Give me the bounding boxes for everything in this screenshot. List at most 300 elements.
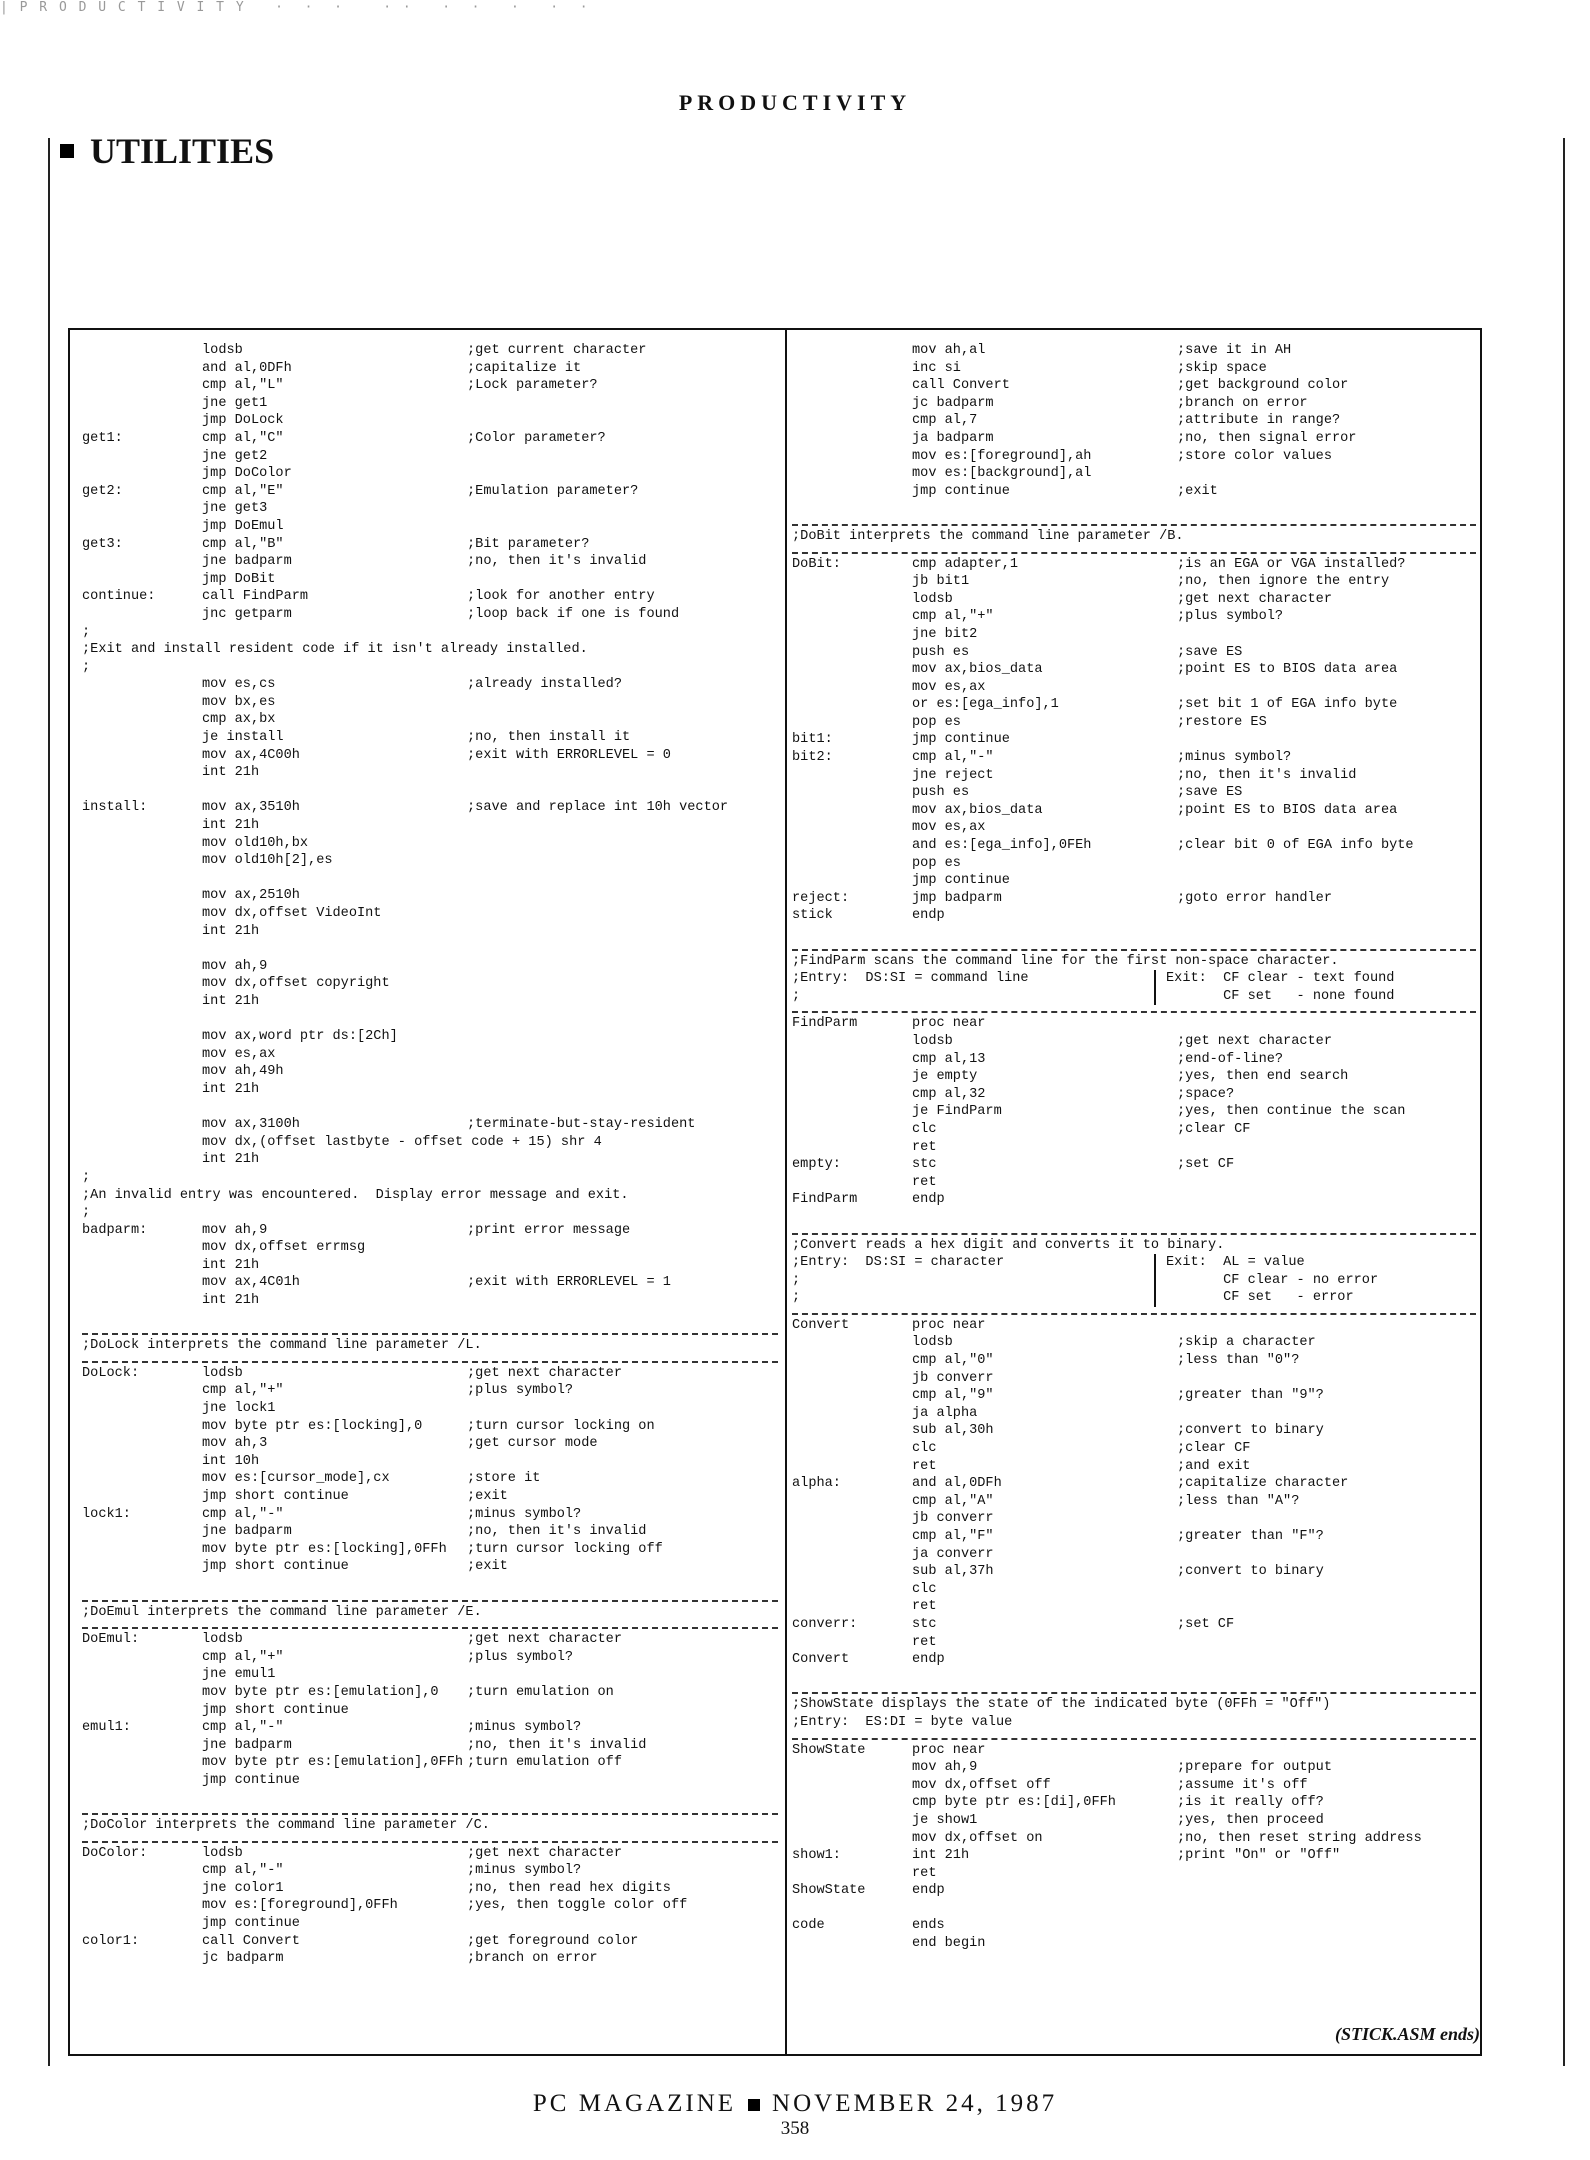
code-instruction: mov ax,bios_data	[912, 802, 1043, 818]
code-line	[82, 1116, 778, 1134]
code-comment: ;exit with ERRORLEVEL = 0	[467, 747, 671, 763]
code-line	[82, 1666, 778, 1684]
code-comment: ;minus symbol?	[1177, 750, 1292, 766]
code-comment: ;store color values	[1177, 448, 1332, 464]
code-line	[82, 1470, 778, 1488]
code-instruction: sub al,37h	[912, 1564, 994, 1580]
code-comment: ;greater than "9"?	[1177, 1388, 1324, 1404]
code-line	[792, 890, 1476, 908]
code-line	[792, 1812, 1476, 1830]
code-line	[792, 1510, 1476, 1528]
code-label: DoBit:	[792, 556, 841, 572]
code-comment: ;less than "0"?	[1177, 1353, 1300, 1369]
code-instruction: cmp al,"-"	[912, 750, 994, 766]
code-line	[792, 1086, 1476, 1104]
code-line	[82, 835, 778, 853]
code-comment: ;plus symbol?	[467, 1383, 574, 1399]
code-instruction: int 21h	[202, 993, 260, 1009]
code-instruction: jmp continue	[202, 1772, 300, 1788]
code-label: empty:	[792, 1157, 841, 1173]
code-comment: ;point ES to BIOS data area	[1177, 662, 1398, 678]
code-line	[82, 887, 778, 905]
code-instruction: proc near	[912, 1016, 986, 1032]
code-label: bit2:	[792, 750, 833, 766]
code-instruction: cmp al,"E"	[202, 483, 284, 499]
code-comment: ;	[82, 624, 91, 640]
code-instruction: int 21h	[202, 818, 260, 834]
code-instruction: call Convert	[202, 1933, 300, 1949]
code-comment: ;and exit	[1177, 1458, 1251, 1474]
code-comment: ;DoEmul interprets the command line parameter /E.	[82, 1604, 482, 1620]
comment-rule	[82, 1600, 778, 1602]
code-line	[792, 608, 1476, 626]
code-line	[792, 465, 1476, 483]
code-comment: ;	[792, 1290, 801, 1306]
code-instruction: sub al,30h	[912, 1423, 994, 1439]
code-instruction: int 21h	[202, 1081, 260, 1097]
code-comment: ;convert to binary	[1177, 1564, 1324, 1580]
code-comment: ;set CF	[1177, 1616, 1235, 1632]
code-instruction: cmp al,"-"	[202, 1720, 284, 1736]
code-instruction: cmp al,7	[912, 413, 978, 429]
code-instruction: int 10h	[202, 1453, 260, 1469]
code-instruction: jne emul1	[202, 1667, 276, 1683]
code-line	[82, 958, 778, 976]
code-comment: ;assume it's off	[1177, 1777, 1308, 1793]
code-line	[792, 1121, 1476, 1139]
code-line	[82, 1365, 778, 1383]
code-comment: ;turn emulation on	[467, 1684, 614, 1700]
code-instruction: int 21h	[912, 1848, 970, 1864]
code-line	[82, 1187, 778, 1205]
code-label: DoColor:	[82, 1845, 148, 1861]
code-comment: ;DoColor interprets the command line parameter /C.	[82, 1818, 490, 1834]
code-instruction: cmp byte ptr es:[di],0FFh	[912, 1795, 1116, 1811]
code-line	[82, 1631, 778, 1649]
code-instruction: inc si	[912, 360, 961, 376]
code-instruction: endp	[912, 1883, 945, 1899]
code-line	[82, 641, 778, 659]
code-comment: ;yes, then continue the scan	[1177, 1104, 1406, 1120]
code-instruction: mov old10h,bx	[202, 835, 309, 851]
code-instruction: je show1	[912, 1812, 978, 1828]
code-line	[792, 1103, 1476, 1121]
footer-bullet-icon	[748, 2099, 760, 2111]
code-line	[82, 1151, 778, 1169]
comment-rule	[792, 1738, 1476, 1740]
comment-rule	[82, 1627, 778, 1629]
code-line	[792, 988, 1476, 1006]
code-comment: ;no, then install it	[467, 730, 631, 746]
code-instruction: jne color1	[202, 1880, 284, 1896]
code-line	[82, 1134, 778, 1152]
code-instruction: jb bit1	[912, 574, 970, 590]
code-instruction: jmp DoEmul	[202, 518, 284, 534]
code-instruction: ends	[912, 1918, 945, 1934]
code-instruction: jne badparm	[202, 1524, 292, 1540]
code-label: FindParm	[792, 1192, 858, 1208]
code-line	[82, 1488, 778, 1506]
comment-box-bar	[1154, 988, 1156, 1006]
code-line	[82, 729, 778, 747]
code-line	[82, 395, 778, 413]
code-instruction: clc	[912, 1581, 937, 1597]
code-instruction: cmp al,"-"	[202, 1863, 284, 1879]
code-comment: ;no, then it's invalid	[467, 1524, 647, 1540]
code-line	[792, 1015, 1476, 1033]
code-line	[792, 661, 1476, 679]
code-instruction: jb converr	[912, 1370, 994, 1386]
comment-rule	[792, 1233, 1476, 1235]
page-footer	[0, 2090, 1590, 2118]
page-number: 358	[780, 2118, 810, 2139]
code-label: DoEmul:	[82, 1632, 140, 1648]
code-line	[82, 799, 778, 817]
comment-rule	[792, 1692, 1476, 1694]
code-comment: ;no, then it's invalid	[1177, 767, 1357, 783]
code-line	[82, 1239, 778, 1257]
code-comment: ;space?	[1177, 1086, 1235, 1102]
code-line	[82, 852, 778, 870]
code-instruction: jmp continue	[202, 1916, 300, 1932]
code-instruction: je empty	[912, 1069, 978, 1085]
code-line	[82, 1337, 778, 1355]
code-line	[792, 1174, 1476, 1192]
code-line	[82, 1099, 778, 1117]
code-comment: ;save and replace int 10h vector	[467, 800, 729, 816]
code-line	[792, 802, 1476, 820]
code-comment: ;Entry: DS:SI = character	[792, 1255, 1005, 1271]
code-comment: ;DoLock interprets the command line parameter /L.	[82, 1338, 482, 1354]
code-instruction: jc badparm	[202, 1951, 284, 1967]
code-instruction: proc near	[912, 1742, 986, 1758]
code-label: Convert	[792, 1652, 850, 1668]
code-line	[792, 837, 1476, 855]
code-label: reject:	[792, 890, 850, 906]
code-comment: ;save ES	[1177, 785, 1243, 801]
code-line	[792, 377, 1476, 395]
code-instruction: mov byte ptr es:[emulation],0FFh	[202, 1755, 464, 1771]
code-line	[792, 1528, 1476, 1546]
code-line	[792, 1546, 1476, 1564]
code-instruction: endp	[912, 908, 945, 924]
code-instruction: mov ah,9	[202, 958, 268, 974]
code-line	[82, 571, 778, 589]
code-instruction: proc near	[912, 1317, 986, 1333]
code-comment: ;Color parameter?	[467, 430, 606, 446]
comment-rule	[792, 1011, 1476, 1013]
code-line	[792, 1759, 1476, 1777]
code-instruction: mov es:[foreground],0FFh	[202, 1898, 398, 1914]
code-instruction: jne badparm	[202, 554, 292, 570]
code-line	[792, 1405, 1476, 1423]
code-instruction: cmp al,"A"	[912, 1493, 994, 1509]
column-divider	[785, 330, 787, 2054]
code-comment: ;capitalize it	[467, 360, 582, 376]
code-instruction: int 21h	[202, 1293, 260, 1309]
comment-rule	[82, 1813, 778, 1815]
code-line	[792, 731, 1476, 749]
code-instruction: je install	[202, 730, 284, 746]
code-line	[82, 1046, 778, 1064]
code-label: lock1:	[82, 1506, 131, 1522]
code-line	[792, 342, 1476, 360]
code-label: ShowState	[792, 1742, 866, 1758]
code-line	[82, 1274, 778, 1292]
code-label: badparm:	[82, 1222, 148, 1238]
code-comment: CF clear - no error	[1166, 1272, 1379, 1288]
code-comment: ;no, then read hex digits	[467, 1880, 671, 1896]
code-line	[82, 975, 778, 993]
code-line	[82, 1382, 778, 1400]
code-comment: ;exit	[1177, 483, 1218, 499]
code-line	[82, 905, 778, 923]
code-instruction: ja converr	[912, 1546, 994, 1562]
code-comment: ;Lock parameter?	[467, 378, 598, 394]
code-line	[82, 624, 778, 642]
footer-date: NOVEMBER 24, 1987	[772, 2090, 1058, 2117]
code-instruction: clc	[912, 1441, 937, 1457]
code-line	[82, 588, 778, 606]
code-line	[82, 606, 778, 624]
code-instruction: jne get3	[202, 501, 268, 517]
code-instruction: jmp badparm	[912, 890, 1002, 906]
code-instruction: jmp DoLock	[202, 413, 284, 429]
code-instruction: mov ax,word ptr ds:[2Ch]	[202, 1029, 398, 1045]
code-comment: ;An invalid entry was encountered. Display error message and exit.	[82, 1187, 629, 1203]
code-instruction: jmp DoColor	[202, 466, 292, 482]
code-instruction: mov bx,es	[202, 694, 276, 710]
code-instruction: lodsb	[202, 1632, 243, 1648]
code-line	[82, 483, 778, 501]
code-instruction: mov dx,offset off	[912, 1777, 1051, 1793]
code-line	[82, 500, 778, 518]
code-instruction: cmp al,"0"	[912, 1353, 994, 1369]
code-line	[82, 1880, 778, 1898]
code-line	[82, 1028, 778, 1046]
code-line	[82, 1257, 778, 1275]
code-line	[82, 1169, 778, 1187]
code-line	[792, 696, 1476, 714]
code-instruction: mov ah,9	[202, 1222, 268, 1238]
code-comment: ;branch on error	[1177, 395, 1308, 411]
code-instruction: mov dx,offset VideoInt	[202, 906, 382, 921]
code-line	[792, 1696, 1476, 1714]
code-line	[792, 1209, 1476, 1227]
code-line	[792, 1917, 1476, 1935]
code-instruction: push es	[912, 644, 970, 660]
code-instruction: ret	[912, 1458, 937, 1474]
code-line	[792, 1847, 1476, 1865]
code-instruction: end begin	[912, 1936, 986, 1952]
code-comment: ;minus symbol?	[467, 1506, 582, 1522]
code-instruction: jne lock1	[202, 1401, 276, 1417]
code-instruction: jmp continue	[912, 873, 1010, 889]
code-instruction: lodsb	[202, 1845, 243, 1861]
code-line	[792, 925, 1476, 943]
code-instruction: cmp adapter,1	[912, 556, 1019, 572]
code-line	[82, 1950, 778, 1968]
code-line	[792, 1669, 1476, 1687]
code-comment: ;no, then it's invalid	[467, 554, 647, 570]
comment-rule	[792, 1313, 1476, 1315]
code-comment: ;exit	[467, 1559, 508, 1575]
code-line	[82, 448, 778, 466]
code-line	[792, 767, 1476, 785]
code-label: code	[792, 1918, 825, 1934]
code-instruction: cmp al,"9"	[912, 1388, 994, 1404]
code-line	[792, 1387, 1476, 1405]
code-line	[792, 1742, 1476, 1760]
code-line	[82, 1845, 778, 1863]
code-line	[792, 1352, 1476, 1370]
code-comment: ;save it in AH	[1177, 343, 1292, 358]
code-line	[82, 694, 778, 712]
code-line	[82, 1204, 778, 1222]
code-line	[82, 1541, 778, 1559]
code-line	[82, 764, 778, 782]
code-instruction: mov ah,9	[912, 1760, 978, 1776]
code-instruction: and al,0DFh	[912, 1476, 1002, 1492]
code-comment: ;Entry: ES:DI = byte value	[792, 1714, 1013, 1730]
comment-rule	[792, 524, 1476, 526]
code-instruction: jmp continue	[912, 483, 1010, 499]
code-instruction: jne bit2	[912, 626, 978, 642]
code-instruction: ja badparm	[912, 430, 994, 446]
code-line	[792, 1634, 1476, 1652]
code-instruction: jmp short continue	[202, 1489, 349, 1504]
code-instruction: mov es:[foreground],ah	[912, 448, 1092, 464]
code-line	[792, 1068, 1476, 1086]
code-instruction: jne badparm	[202, 1737, 292, 1753]
code-line	[82, 1435, 778, 1453]
code-instruction: mov ax,4C01h	[202, 1275, 300, 1291]
code-instruction: lodsb	[912, 1335, 953, 1351]
code-line	[792, 1598, 1476, 1616]
code-comment: ;no, then signal error	[1177, 430, 1357, 446]
code-line	[792, 430, 1476, 448]
code-line	[792, 528, 1476, 546]
code-comment: ;minus symbol?	[467, 1863, 582, 1879]
section-title-text: UTILITIES	[90, 131, 275, 171]
code-comment: ;clear bit 0 of EGA info byte	[1177, 838, 1414, 854]
code-comment: ;skip a character	[1177, 1335, 1316, 1351]
code-line	[792, 626, 1476, 644]
code-instruction: cmp al,"C"	[202, 430, 284, 446]
code-line	[792, 1254, 1476, 1272]
code-instruction: cmp al,13	[912, 1051, 986, 1067]
code-line	[82, 553, 778, 571]
code-comment: ;look for another entry	[467, 589, 655, 605]
code-comment: ;set CF	[1177, 1157, 1235, 1173]
comment-box-bar	[1154, 1254, 1156, 1272]
code-comment: ;	[82, 1169, 91, 1185]
code-comment: ;get next character	[1177, 1033, 1332, 1049]
code-line	[82, 465, 778, 483]
code-instruction: cmp al,32	[912, 1086, 986, 1102]
code-line	[82, 993, 778, 1011]
code-line	[792, 1777, 1476, 1795]
code-instruction: mov ax,3100h	[202, 1117, 300, 1133]
code-comment: ;loop back if one is found	[467, 606, 680, 622]
code-line	[792, 483, 1476, 501]
code-comment: ;store it	[467, 1471, 541, 1487]
code-line	[82, 412, 778, 430]
code-instruction: mov ax,4C00h	[202, 747, 300, 763]
code-instruction: pop es	[912, 855, 961, 871]
code-comment: ;print error message	[467, 1222, 631, 1238]
code-comment: ;skip space	[1177, 360, 1267, 376]
code-instruction: mov byte ptr es:[emulation],0	[202, 1684, 439, 1700]
code-line	[82, 1506, 778, 1524]
code-instruction: mov ah,49h	[202, 1064, 284, 1080]
code-line	[792, 1563, 1476, 1581]
code-comment: Exit: AL = value	[1166, 1255, 1305, 1271]
code-comment: ;get background color	[1177, 378, 1349, 394]
code-line	[792, 1440, 1476, 1458]
comment-box-bar	[1154, 1272, 1156, 1290]
code-label: DoLock:	[82, 1365, 140, 1381]
code-instruction: mov ah,3	[202, 1436, 268, 1452]
code-comment: ;Convert reads a hex digit and converts it to binary.	[792, 1237, 1225, 1253]
code-instruction: mov old10h[2],es	[202, 853, 333, 869]
code-line	[82, 1576, 778, 1594]
code-line	[792, 970, 1476, 988]
code-comment: ;prepare for output	[1177, 1760, 1332, 1776]
code-line	[82, 1400, 778, 1418]
comment-box-bar	[1154, 970, 1156, 988]
code-line	[792, 872, 1476, 890]
code-comment: ;get next character	[1177, 591, 1332, 607]
code-line	[792, 1272, 1476, 1290]
code-label: color1:	[82, 1933, 140, 1949]
code-instruction: cmp al,"+"	[202, 1383, 284, 1399]
code-instruction: jmp DoBit	[202, 571, 276, 587]
code-line	[792, 1475, 1476, 1493]
code-instruction: ja alpha	[912, 1405, 978, 1421]
code-line	[792, 1651, 1476, 1669]
listing-left-column	[82, 342, 778, 2052]
code-instruction: jmp short continue	[202, 1559, 349, 1575]
code-line	[82, 377, 778, 395]
code-instruction: mov dx,offset errmsg	[202, 1240, 366, 1256]
code-label: alpha:	[792, 1476, 841, 1492]
code-comment: ;clear CF	[1177, 1121, 1251, 1137]
code-line	[792, 1714, 1476, 1732]
code-line	[82, 1897, 778, 1915]
code-comment: ;get next character	[467, 1365, 622, 1381]
code-line	[82, 1790, 778, 1808]
code-comment: ;clear CF	[1177, 1441, 1251, 1457]
code-comment: ;FindParm scans the command line for the first non-space character.	[792, 953, 1339, 969]
code-instruction: jne get1	[202, 395, 268, 411]
code-line	[792, 907, 1476, 925]
code-line	[82, 1754, 778, 1772]
code-instruction: ret	[912, 1174, 937, 1190]
code-comment: ;get next character	[467, 1632, 622, 1648]
code-instruction: mov es,ax	[912, 820, 986, 836]
code-instruction: ret	[912, 1865, 937, 1881]
code-instruction: cmp al,"+"	[202, 1649, 284, 1665]
code-instruction: mov ah,al	[912, 343, 986, 358]
code-comment: ;exit with ERRORLEVEL = 1	[467, 1275, 671, 1291]
code-instruction: mov dx,(offset lastbyte - offset code + 15) shr 4	[202, 1134, 602, 1150]
code-instruction: mov dx,offset copyright	[202, 976, 390, 992]
code-comment: ;Exit and install resident code if it isn't already installed.	[82, 642, 588, 658]
code-line	[82, 817, 778, 835]
code-label: ShowState	[792, 1883, 866, 1899]
code-instruction: mov byte ptr es:[locking],0FFh	[202, 1541, 447, 1557]
